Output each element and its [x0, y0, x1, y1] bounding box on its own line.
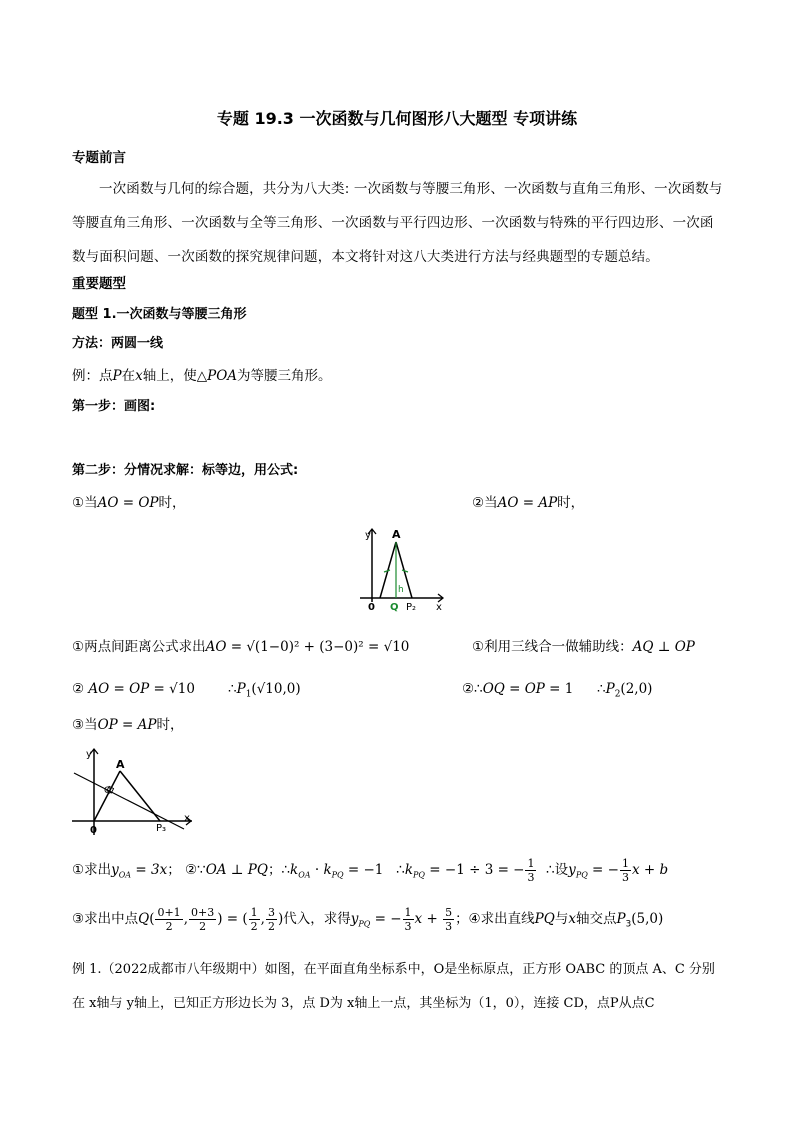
case2-header: ②当AO = AP时， [472, 495, 585, 511]
case2-step2: ②∴OQ = OP = 1 [462, 681, 574, 697]
case2-step1: ①利用三线合一做辅助线：AQ ⊥ OP [472, 639, 695, 655]
diagram-isosceles-ap [350, 520, 450, 615]
diagram1-q-label: Q [390, 602, 399, 613]
diagram2-a-label: A [116, 758, 125, 771]
important-heading: 重要题型 [72, 276, 126, 292]
case1-step2: ② AO = OP = √10 [72, 681, 195, 697]
diagram1-x-label: x [436, 602, 442, 613]
diagram1-o-label: 0 [368, 602, 375, 613]
case3-step3: ③求出中点Q( $\frac{0+1}{2}$ , $\frac{0+3}{2}$ ) = ( $\frac{1}{2}$ , $\frac{3}{2}$ )代入，求得$y_{PQ}$ = − $\frac{1}{3}$ x + $\frac{5}{3}$ ；④求出直线PQ与x轴交点$P_3(5,0)$ [72, 905, 664, 933]
case2-result: $\therefore P_2(2,0)$ [597, 681, 653, 700]
type1-heading: 题型 1.一次函数与等腰三角形 [72, 307, 247, 322]
type1-example: 例：点P在x轴上，使△POA为等腰三角形。 [72, 368, 332, 384]
case1-step1: ①两点间距离公式求出AO = √(1−0)² + (3−0)² = √10 [72, 639, 410, 655]
diagram2-o-label: 0 [90, 825, 97, 836]
intro-paragraph: 一次函数与几何的综合题，共分为八大类: 一次函数与等腰三角形、一次函数与直角三角形、一次函数与等腰直角三角形、一次函数与全等三角形、一次函数与平行四边形、一次函数与特殊的平行四边形、一次函数与面积问题、一次函数的探究规律问题，本文将针对这八大类进行方法与经典题型的专题总结。 [72, 181, 723, 265]
case3-header: ③当OP = AP时， [72, 717, 184, 733]
case3-step1: ①求出$y_{OA} = 3x$； ②∵OA ⊥ PQ；$\therefore k_{OA} \cdot k_{PQ} = -1$ $\therefore k_{PQ} = -1 \div 3$ = − $\frac{1}{3}$ ∴设$y_{PQ}$ = − $\frac{1}{3}$ x + b [72, 856, 669, 884]
case1-header: ①当AO = OP时， [72, 495, 186, 511]
diagram-isosceles-op-ap [68, 743, 196, 838]
step1: 第一步：画图: [72, 399, 156, 414]
example1-text: 例 1.（2022成都市八年级期中）如图，在平面直角坐标系中，O是坐标原点，正方形 OABC 的顶点 A、C 分别在 x轴与 y轴上，已知正方形边长为 3，点 D为 x轴上一点，其坐标为（1，0），连接 CD，点P从点C [72, 962, 715, 1011]
diagram2-q-label: Q [104, 786, 112, 796]
page-title: 专题 19.3 一次函数与几何图形八大题型 专项讲练 [216, 109, 578, 128]
diagram2-x-label: x [184, 813, 190, 824]
diagram2-y-label: y [86, 749, 92, 760]
diagram1-h-label: h [398, 585, 404, 595]
diagram2-p-label: P₃ [156, 823, 167, 834]
diagram1-p-label: P₂ [406, 602, 417, 613]
diagram1-y-label: y [365, 530, 371, 541]
intro-heading: 专题前言 [72, 150, 126, 166]
diagram1-a-label: A [392, 528, 401, 541]
case1-result: $\therefore P_1(√10,0)$ [228, 681, 301, 700]
type1-method: 方法：两圆一线 [72, 336, 164, 351]
step2: 第二步：分情况求解：标等边，用公式: [72, 463, 299, 478]
